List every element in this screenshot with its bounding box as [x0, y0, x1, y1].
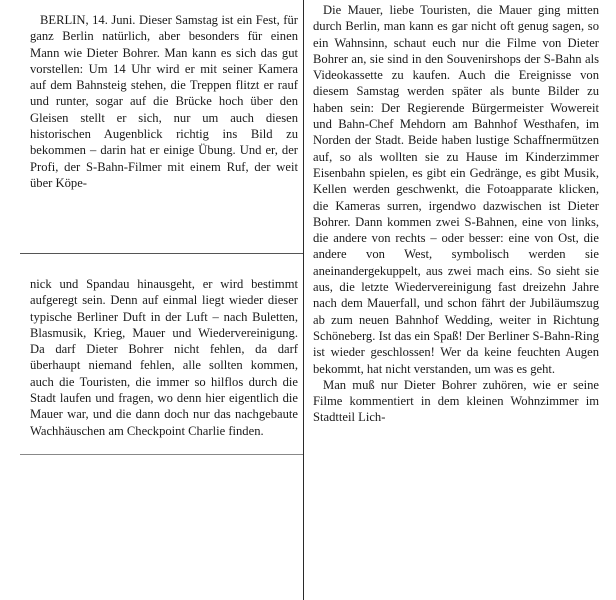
section-divider	[20, 253, 303, 254]
article-column-left-bottom	[30, 276, 298, 452]
article-column-left-top	[30, 12, 298, 246]
article-text: Dieser Samstag ist ein Fest, für ganz Berlin natürlich, aber besonders für einen Mann wie Dieter Bohrer. Man kann es sich das gut vorstellen: Um 14 Uhr wird er mit seiner Kamera auf dem Bahnsteig stehen, die Treppen flitzt er rauf und runter, sogar auf die Brücke hoch über den Gleisen stellt er sich, nur um auch diesen historischen Augenblick richtig ins Bild zu bekommen – darin hat er einige Übung. Und er, der Profi, der S-Bahn-Filmer mit einem Ruf, der weit über Köpe-	[30, 13, 298, 190]
article-paragraph	[30, 12, 298, 191]
article-paragraph: Die Mauer, liebe Touristen, die Mauer ging mitten durch Berlin, man kann es gar nicht oft genug sagen, so ein Wahnsinn, schaut euch nur die Filme von Dieter Bohrer an, sie sind in den Souvenirshops der S-Bahn als Videokassette zu kaufen. Auch die Ereignisse von diesem Samstag werden später als bunte Bilder zu haben sein: Der Regierende Bürgermeister Wowereit und Bahn-Chef Mehdorn am Bahnhof Westhafen, im Norden der Stadt. Beide haben lustige Schaffnermützen auf, so als wollten sie zu Hause im Kinderzimmer Eisenbahn spielen, es gibt ein Gedränge, es gibt Musik, Kellen werden geschwenkt, die Fotoapparate klicken, die Kameras surren, irgendwo dazwischen ist Dieter Bohrer. Dann kommen zwei S-Bahnen, eine von links, die andere von rechts – oder besser: eine von Ost, die andere von West, symbolisch werden sie aneinandergekuppelt, aus zwei mach eins. So sieht sie aus, die letzte Wiedervereinigung fast dreizehn Jahre nach dem Mauerfall, und schon fährt der Jubiläumszug ab zum neuen Bahnhof Wedding, weiter in Richtung Schöneberg. Ist das ein Spaß! Der Berliner S-Bahn-Ring ist wieder geschlossen! Wer da keine feuchten Augen bekommt, hat nicht verstanden, um was es geht.	[313, 3, 599, 376]
column-divider	[303, 0, 304, 600]
article-paragraph: nick und Spandau hinausgeht, er wird bestimmt aufgeregt sein. Denn auf einmal liegt wieder dieser typische Berliner Duft in der Luft – nach Buletten, Blasmusik, Krieg, Mauer und Wiedervereinigung. Da darf Dieter Bohrer nicht fehlen, da darf überhaupt niemand fehlen, alle sollten kommen, auch die Touristen, die immer so hilflos durch die Stadt laufen und fragen, wo denn hier eigentlich die Mauer war, und die dann doch nur das nachgebaute Wachhäuschen am Checkpoint Charlie finden.	[30, 277, 298, 438]
article-paragraph: Man muß nur Dieter Bohrer zuhören, wie er seine Filme kommentiert in dem kleinen Wohnzimmer im Stadtteil Lich-	[313, 377, 599, 425]
clipping-edge	[20, 454, 303, 455]
dateline: BERLIN, 14. Juni.	[40, 13, 136, 27]
article-column-right	[313, 2, 599, 598]
